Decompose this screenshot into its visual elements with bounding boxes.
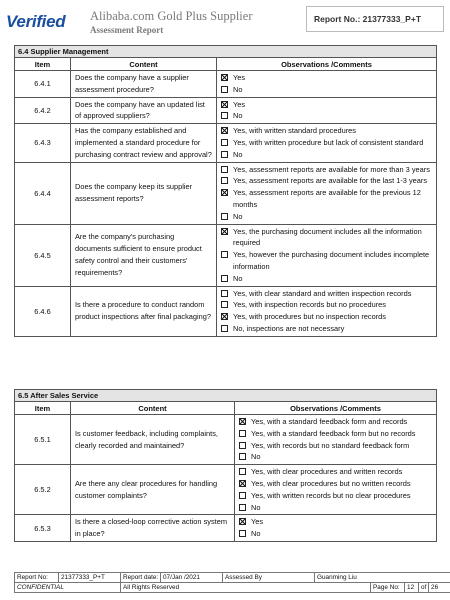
option-label: Yes — [233, 99, 246, 109]
footer-date-label: Report date: — [121, 573, 161, 583]
checkbox-icon[interactable] — [221, 177, 228, 184]
table-row — [15, 286, 437, 336]
option-label: Yes, with written records but no clear procedures — [251, 490, 411, 500]
option-label: Yes, the purchasing document includes all the information required — [233, 226, 422, 248]
item-number: 6.4.4 — [15, 162, 71, 224]
checked-box-icon[interactable] — [239, 418, 246, 425]
checked-box-icon[interactable] — [221, 228, 228, 235]
footer-page: 12 — [405, 583, 419, 593]
report-number-box: Report No.: 21377333_P+T — [306, 6, 444, 32]
checked-box-icon[interactable] — [221, 101, 228, 108]
checked-box-icon[interactable] — [221, 189, 228, 196]
checkbox-icon[interactable] — [221, 290, 228, 297]
checkbox-option[interactable] — [239, 416, 436, 428]
checkbox-option[interactable] — [221, 175, 436, 187]
checkbox-icon[interactable] — [239, 442, 246, 449]
question-text: Are the company's purchasing documents sufficient to ensure product safety control and their customers' requirements? — [71, 224, 217, 286]
question-text: Is there a closed-loop corrective action system in place? — [71, 515, 235, 542]
checkbox-option[interactable] — [221, 84, 436, 96]
option-label: No — [251, 452, 261, 462]
footer-total: 26 — [429, 583, 450, 593]
checked-box-icon[interactable] — [239, 518, 246, 525]
section-title: 6.4 Supplier Management — [15, 46, 437, 58]
checkbox-option[interactable] — [221, 311, 436, 323]
footer-report-no: 21377333_P+T — [59, 573, 121, 583]
col-header-item: Item — [15, 402, 71, 415]
observation-options — [235, 465, 437, 515]
option-label: Yes, with clear procedures and written records — [251, 467, 403, 477]
table-row — [15, 97, 437, 124]
footer-assessed-label: Assessed By — [223, 573, 315, 583]
option-label: Yes, with written standard procedures — [233, 126, 356, 136]
footer-page-label: Page No: — [371, 583, 405, 593]
checkbox-option[interactable] — [221, 299, 436, 311]
option-label: Yes, however the purchasing document includes incomplete information — [233, 250, 430, 271]
option-label: Yes — [233, 73, 246, 82]
table-row — [15, 415, 437, 465]
after-sales-table — [14, 389, 437, 542]
observation-options — [217, 97, 437, 124]
checkbox-option[interactable] — [221, 187, 436, 211]
checkbox-option[interactable] — [239, 478, 436, 490]
question-text: Is there a procedure to conduct random product inspections after final packaging? — [71, 286, 217, 336]
table-row — [15, 162, 437, 224]
item-number: 6.4.5 — [15, 224, 71, 286]
checkbox-icon[interactable] — [239, 468, 246, 475]
checkbox-option[interactable] — [221, 288, 436, 300]
checkbox-option[interactable] — [221, 249, 436, 273]
checkbox-icon[interactable] — [239, 530, 246, 537]
option-label: Yes, with inspection records but no procedures — [233, 300, 386, 310]
col-header-content: Content — [71, 58, 217, 71]
section-title: 6.5 After Sales Service — [15, 390, 437, 402]
item-number: 6.4.3 — [15, 124, 71, 162]
option-label: Yes — [251, 517, 264, 527]
question-text: Does the company have a supplier assessment procedure? — [71, 71, 217, 98]
item-number: 6.5.3 — [15, 515, 71, 542]
footer-date: 07/Jan /2021 — [161, 573, 223, 583]
checkbox-icon[interactable] — [239, 430, 246, 437]
observation-options — [217, 71, 437, 98]
checkbox-option[interactable] — [221, 125, 436, 137]
table-row — [15, 465, 437, 515]
checkbox-option[interactable] — [239, 528, 436, 540]
option-label: Yes, with a standard feedback form but no records — [251, 428, 416, 438]
checkbox-option[interactable] — [221, 164, 436, 176]
option-label: Yes, assessment reports are available for the last 1-3 years — [233, 176, 428, 186]
option-label: No — [233, 84, 243, 94]
question-text: Are there any clear procedures for handling customer complaints? — [71, 465, 235, 515]
item-number: 6.5.2 — [15, 465, 71, 515]
footer-report-no-label: Report No: — [15, 573, 59, 583]
checkbox-option[interactable] — [239, 502, 436, 514]
verified-logo: Verified — [6, 12, 66, 31]
checkbox-icon[interactable] — [239, 504, 246, 511]
option-label: Yes, with procedures but no inspection records — [233, 312, 386, 322]
checkbox-icon[interactable] — [221, 325, 228, 332]
checked-box-icon[interactable] — [221, 74, 228, 81]
option-label: No — [251, 502, 261, 512]
footer-rights: All Rights Reserved — [121, 583, 371, 593]
checkbox-option[interactable] — [221, 149, 436, 161]
checkbox-option[interactable] — [221, 226, 436, 250]
checkbox-icon[interactable] — [221, 151, 228, 158]
checkbox-icon[interactable] — [221, 301, 228, 308]
footer-of: of — [419, 583, 429, 593]
table-row — [15, 515, 437, 542]
observation-options — [217, 286, 437, 336]
question-text: Does the company keep its supplier assessment reports? — [71, 162, 217, 224]
observation-options — [217, 124, 437, 162]
checkbox-option[interactable] — [221, 211, 436, 223]
col-header-item: Item — [15, 58, 71, 71]
checkbox-icon[interactable] — [221, 166, 228, 173]
option-label: Yes, with clear procedures but no written records — [251, 478, 411, 488]
item-number: 6.4.1 — [15, 71, 71, 98]
checkbox-icon[interactable] — [221, 86, 228, 93]
checkbox-option[interactable] — [221, 273, 436, 285]
option-label: No — [233, 211, 243, 221]
option-label: No — [233, 273, 243, 283]
question-text: Is customer feedback, including complaints, clearly recorded and maintained? — [71, 415, 235, 465]
footer-confidential: CONFIDENTIAL — [15, 583, 121, 593]
checkbox-icon[interactable] — [221, 139, 228, 146]
header-subtitle: Assessment Report — [90, 25, 164, 35]
table-row — [15, 124, 437, 162]
option-label: Yes, with written procedure but lack of consistent standard — [233, 137, 424, 147]
option-label: Yes, with records but no standard feedback form — [251, 440, 410, 450]
checked-box-icon[interactable] — [221, 313, 228, 320]
checkbox-icon[interactable] — [221, 251, 228, 258]
checkbox-option[interactable] — [221, 72, 436, 84]
question-text: Has the company established and implemented a standard procedure for purchasing contract review and approval? — [71, 124, 217, 162]
checkbox-option[interactable] — [221, 99, 436, 111]
checkbox-icon[interactable] — [221, 112, 228, 119]
checkbox-option[interactable] — [221, 137, 436, 149]
question-text: Does the company have an updated list of approved suppliers? — [71, 97, 217, 124]
observation-options — [235, 415, 437, 465]
checkbox-option[interactable] — [239, 451, 436, 463]
item-number: 6.4.2 — [15, 97, 71, 124]
observation-options — [217, 224, 437, 286]
supplier-management-table — [14, 45, 437, 337]
option-label: No — [233, 111, 243, 121]
page-footer — [14, 572, 450, 593]
option-label: No, inspections are not necessary — [233, 323, 345, 333]
checkbox-icon[interactable] — [221, 213, 228, 220]
checkbox-option[interactable] — [239, 440, 436, 452]
checkbox-option[interactable] — [239, 490, 436, 502]
observation-options — [235, 515, 437, 542]
checked-box-icon[interactable] — [239, 480, 246, 487]
item-number: 6.4.6 — [15, 286, 71, 336]
checkbox-option[interactable] — [221, 323, 436, 335]
option-label: No — [233, 149, 243, 159]
header-title: Alibaba.com Gold Plus Supplier — [90, 9, 253, 23]
checkbox-option[interactable] — [239, 516, 436, 528]
checkbox-icon[interactable] — [221, 275, 228, 282]
footer-assessed: Guanming Liu — [315, 573, 450, 583]
col-header-content: Content — [71, 402, 235, 415]
item-number: 6.5.1 — [15, 415, 71, 465]
checked-box-icon[interactable] — [221, 127, 228, 134]
option-label: Yes, assessment reports are available for more than 3 years — [233, 164, 430, 174]
checkbox-icon[interactable] — [239, 453, 246, 460]
option-label: Yes, with clear standard and written inspection records — [233, 288, 412, 298]
checkbox-icon[interactable] — [239, 492, 246, 499]
table-row — [15, 224, 437, 286]
option-label: Yes, assessment reports are available for the previous 12 months — [233, 188, 421, 209]
checkbox-option[interactable] — [239, 428, 436, 440]
checkbox-option[interactable] — [239, 466, 436, 478]
option-label: No — [251, 529, 261, 539]
option-label: Yes, with a standard feedback form and records — [251, 417, 408, 426]
checkbox-option[interactable] — [221, 110, 436, 122]
col-header-observations: Observations /Comments — [235, 402, 437, 415]
table-row — [15, 71, 437, 98]
col-header-observations: Observations /Comments — [217, 58, 437, 71]
observation-options — [217, 162, 437, 224]
